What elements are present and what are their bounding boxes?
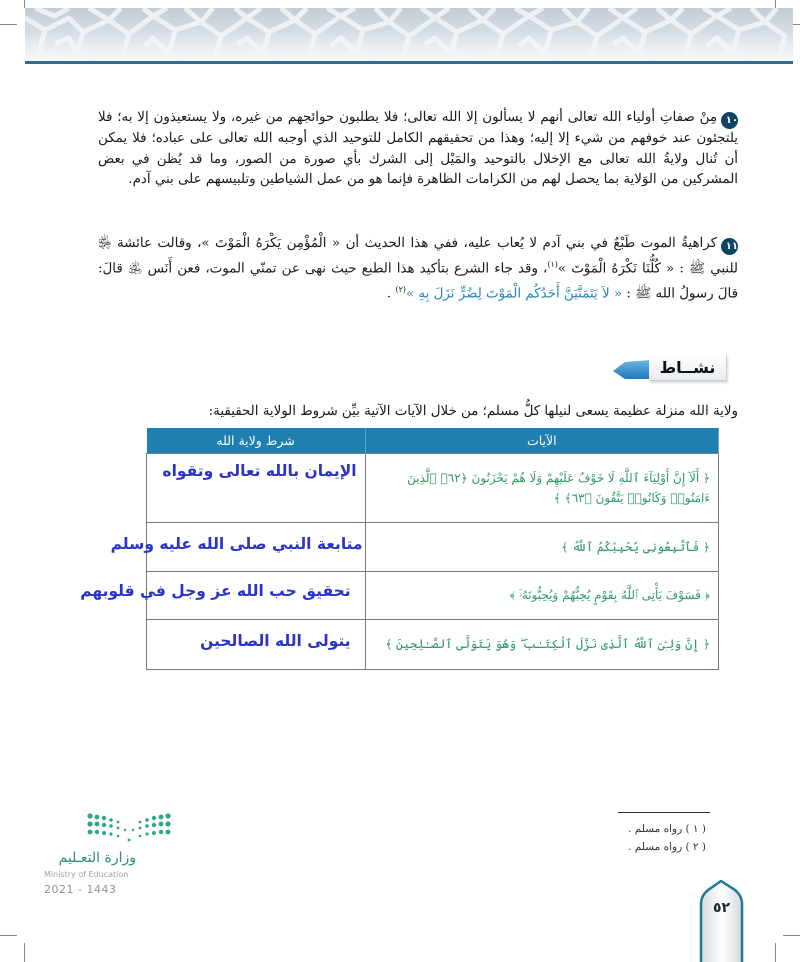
arch-shape-icon	[699, 880, 744, 962]
page-number: ٥٢	[712, 900, 731, 916]
logo-dot	[152, 823, 156, 827]
logo-dot	[109, 824, 113, 828]
logo-dot	[124, 829, 126, 831]
activity-intro: ولاية الله منزلة عظيمة يسعى لنيلها كلُّ مسلم؛ من خلال الآيات الآتية بيِّن شروط الولاية الحقيقية:	[208, 404, 738, 419]
footnote-ref[interactable]: (١)	[547, 260, 558, 269]
crop-mark	[0, 24, 17, 25]
geometric-pattern-icon	[25, 8, 793, 62]
answer-text: متابعة النبي صلى الله عليه وسلم	[110, 534, 363, 553]
logo-dot	[159, 822, 164, 827]
logo-dot	[165, 821, 170, 826]
table-row	[147, 619, 719, 669]
logo-dot	[165, 813, 170, 818]
answer-text: يتولى الله الصالحين	[200, 631, 351, 650]
crop-mark	[24, 943, 25, 962]
activity-tag	[611, 353, 727, 383]
logo-dot	[87, 813, 92, 818]
footnote-rule	[618, 812, 710, 813]
logo-dot	[152, 816, 156, 820]
crop-mark	[0, 935, 17, 936]
table-row	[147, 453, 719, 522]
paragraph-10	[98, 108, 738, 191]
footnote-1: ( ١ ) رواه مسلم .	[628, 823, 706, 835]
paragraph-text: ، وقالت عائشة ﵂ للنبي ﷺ :	[98, 236, 738, 277]
page-number-tab	[699, 880, 744, 962]
footnote-ref[interactable]: (٢)	[395, 284, 406, 294]
answer-cell[interactable]	[147, 619, 366, 669]
logo-dot	[95, 830, 99, 834]
answer-text: الإيمان بالله تعالى وتقواه	[162, 461, 357, 480]
paragraph-number-badge: ١١	[721, 238, 738, 255]
crop-mark	[775, 0, 776, 8]
crop-mark	[775, 943, 776, 962]
logo-dot	[95, 815, 100, 820]
ministry-dots-logo-icon	[44, 810, 184, 850]
ayah-cell: ﴿ فَسَوْفَ يَأْتِى ٱللَّهُ بِقَوْمٍ يُحِبُّهُمْ وَيُحِبُّونَهُۥٓ ﴾	[365, 571, 718, 619]
ayah-cell: ﴿ إِنَّ وَلِـِّۧىَ ٱللَّهُ ٱلَّذِى نَزَّلَ ٱلْكِتَـٰبَ ۖ وَهُوَ يَتَوَلَّى ٱلصَّـٰلِحِينَ ﴾	[365, 619, 718, 669]
table-row	[147, 522, 719, 571]
ministry-logo	[44, 810, 184, 900]
activity-table	[80, 428, 719, 670]
crop-mark	[783, 935, 800, 936]
footnotes	[628, 820, 706, 856]
logo-dot	[132, 829, 134, 831]
hadith-quote: « كُلُّنَا نَكْرَهُ الْمَوْتَ »	[557, 261, 675, 277]
paragraph-end: .	[386, 286, 396, 302]
logo-dot	[166, 830, 171, 835]
logo-dot	[139, 835, 142, 838]
logo-arabic-text: وزارة التعـليم	[58, 850, 136, 866]
logo-dot	[117, 835, 120, 838]
logo-years: 2021 - 1443	[44, 883, 117, 896]
hadith-quote-highlighted: « لاَ يَتَمَنَّيَنَّ أَحَدُكُم الْمَوْتَ لِضُرٍّ نَزَلَ بِهِ »	[405, 286, 623, 302]
logo-dot	[117, 827, 120, 830]
header-ayat: الآيات	[365, 428, 718, 453]
logo-dot	[109, 818, 113, 822]
logo-dot	[88, 830, 93, 835]
header-banner	[25, 8, 793, 62]
paragraph-text: ، وقد جاء الشرع بتأكيد هذا الطبع حيث نهى عن تمنّي الموت، فعن أَنَس ﵁ قالَ: قالَ رسولُ الله ﷺ :	[98, 261, 738, 302]
table-header-row	[147, 428, 719, 453]
hadith-quote: « الْمُؤْمِن يَكْرَهُ الْمَوْتَ »	[201, 236, 341, 251]
header-condition: شرط ولاية الله	[147, 428, 366, 453]
table-row	[147, 571, 719, 619]
logo-dot	[145, 818, 149, 822]
paragraph-text: كراهيةُ الموت طَبْعٌ في بني آدم لا يُعاب عليه، ففي هذا الحديث أن	[345, 236, 717, 251]
logo-dot	[145, 832, 148, 835]
answer-cell[interactable]	[110, 522, 366, 571]
paragraph-text: مِنْ صفاتِ أولياء الله تعالى أنهم لا يسألون إلا الله تعالى؛ فلا يطلبون حوائجهم من غيره، ولا يستعيذون إلا به؛ فلا يلتجئون عند خوفهم من شيء إلا إليه؛ وهذا من تحقيقهم الكامل للتوحيد الذي أوجبه الله تعالى على عباده؛ فلا يمكن أن تُنال ولايةُ الله تعالى مع الإخلال بالتوحيد والمَيْل إلى الشرك بأي صورة من الصور، وما قد يُظن في بعض المشركين من الوَلاية بما يحصل لهم من الكرامات الظاهرة فإنما هو من عمل الشياطين وتلبيسهم على بني آدم.	[98, 110, 738, 187]
logo-dot	[139, 827, 142, 830]
answer-cell[interactable]	[147, 453, 366, 522]
logo-english-text: Ministry of Education	[44, 870, 129, 879]
logo-dot	[139, 821, 142, 824]
activity-label: نشــاط	[649, 355, 727, 381]
header-rule	[25, 61, 793, 64]
logo-dot	[102, 816, 106, 820]
logo-dot	[102, 831, 106, 835]
paragraph-number-badge: ١٠	[721, 112, 738, 129]
footnote-2: ( ٢ ) رواه مسلم .	[628, 841, 706, 853]
paragraph-11	[98, 234, 738, 305]
logo-dot	[145, 824, 149, 828]
logo-dot	[95, 822, 100, 827]
ayah-cell: ﴿ فَٱتَّبِعُونِى يُحْبِبْكُمُ ٱللَّهُ ﴾	[365, 522, 718, 571]
ayah-cell: ﴿ أَلَآ إِنَّ أَوْلِيَآءَ ٱللَّهِ لَا خَوْفٌ عَلَيْهِمْ وَلَا هُمْ يَحْزَنُونَ ﴿٦٢﴾ ٱلَّذِينَ ءَامَنُوا۟ وَكَانُوا۟ يَتَّقُونَ ﴿٦٣﴾ ﴾	[365, 453, 718, 522]
logo-dot	[87, 821, 92, 826]
logo-dot	[159, 830, 163, 834]
logo-dot	[117, 821, 120, 824]
logo-dot	[152, 831, 156, 835]
answer-text: تحقيق حب الله عز وجل في قلوبهم	[80, 581, 351, 600]
logo-dot	[128, 839, 131, 842]
logo-dot	[102, 823, 106, 827]
answer-cell[interactable]	[80, 571, 366, 619]
logo-dot	[109, 832, 112, 835]
logo-dot	[159, 815, 164, 820]
crop-mark	[24, 0, 25, 8]
